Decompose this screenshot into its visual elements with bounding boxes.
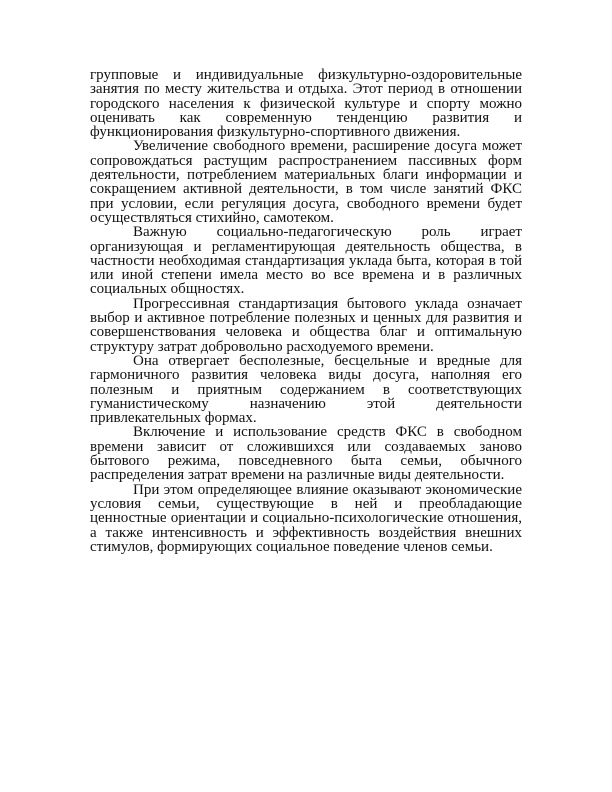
paragraph-6: Включение и использование средств ФКС в свободном времени зависит от сложившихся или создаваемых заново бытового режима, повседневного быта семьи, обычного распределения затрат времени на различные виды деятельности.	[90, 424, 522, 484]
paragraph-2: Увеличение свободного времени, расширение досуга может сопровождаться растущим распространением пассивных форм деятельности, потреблением материальных благи информации и сокращением активной деятельности, в том числе занятий ФКС при условии, если регуляция досуга, свободного времени будет осуществляться стихийно, самотеком.	[90, 138, 522, 226]
paragraph-7: При этом определяющее влияние оказывают экономические условия семьи, существующие в ней и преобладающие ценностные ориентации и социально-психологические отношения, а также интенсивность и эффективность воздействия внешних стимулов, формирующих социальное поведение членов семьи.	[90, 481, 522, 555]
paragraph-3: Важную социально-педагогическую роль играет организующая и регламентирующая деятельность общества, в частности необходимая стандартизация уклада быта, которая в той или иной степени имела место во все времена и в различных социальных общностях.	[90, 224, 522, 298]
paragraph-1: групповые и индивидуальные физкультурно-оздоровительные занятия по месту жительства и отдыха. Этот период в отношении городского населения к физической культуре и спорту можно оценивать как современную тенденцию развития и функционирования физкультурно-спортивного движения.	[90, 67, 522, 141]
paragraph-4: Прогрессивная стандартизация бытового уклада означает выбор и активное потребление полезных и ценных для развития и совершенствования человека и общества благ и оптимальную структуру затрат добровольно расходуемого времени.	[90, 295, 522, 355]
paragraph-5: Она отвергает бесполезные, бесцельные и вредные для гармоничного развития человека виды досуга, наполняя его полезным и приятным содержанием в соответствующих гуманистическому назначению этой деятельности привлекательных формах.	[90, 352, 522, 427]
document-page	[90, 68, 522, 554]
